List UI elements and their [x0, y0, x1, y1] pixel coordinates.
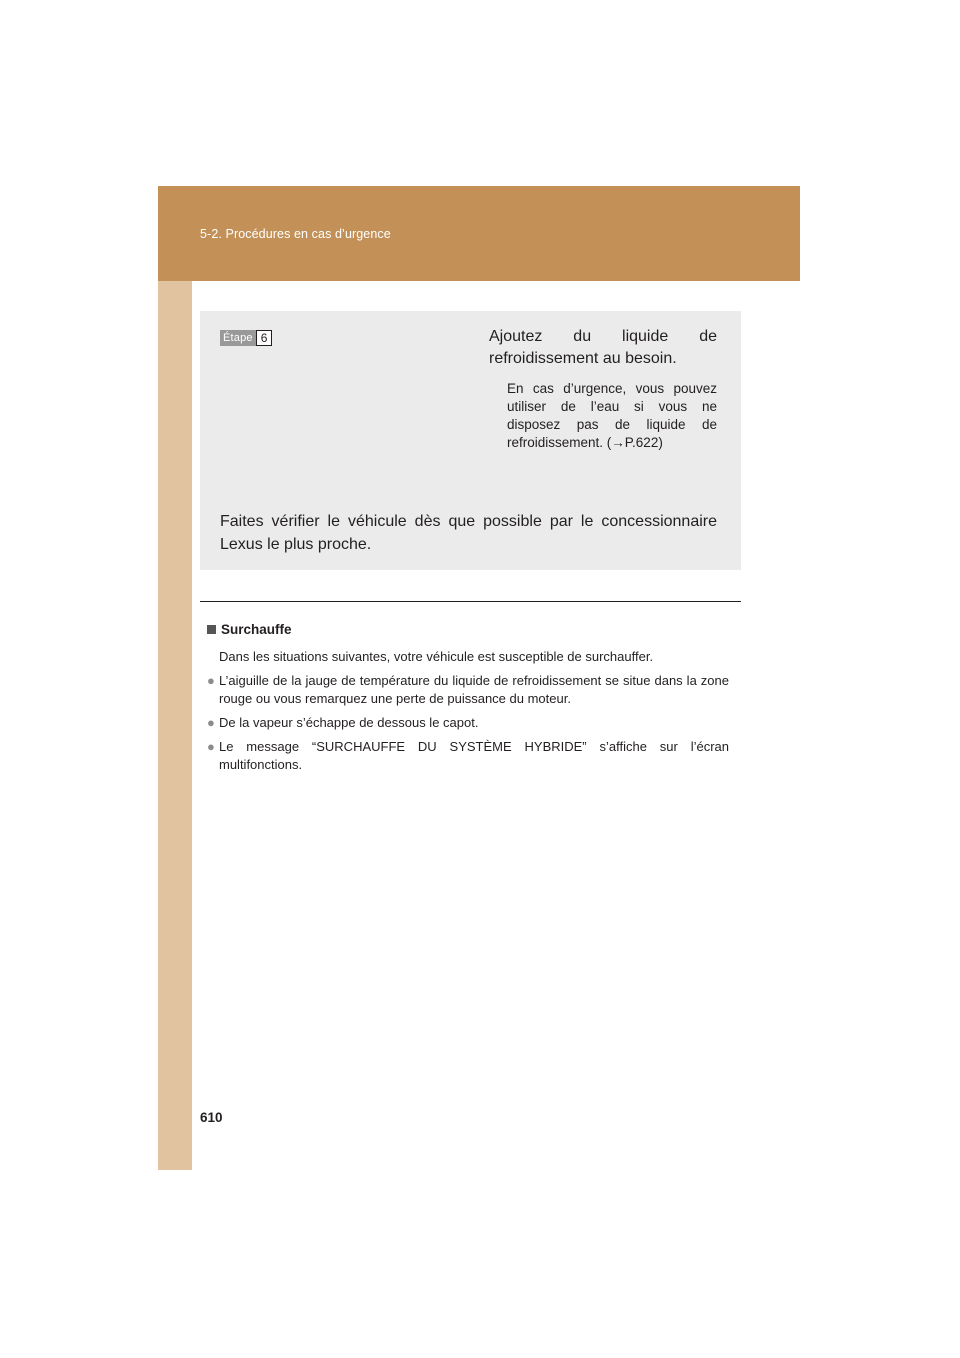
square-bullet-icon — [207, 625, 216, 634]
circle-bullet-icon: ● — [207, 715, 215, 730]
step-tag-number: 6 — [256, 330, 273, 346]
circle-bullet-icon: ● — [207, 739, 215, 754]
list-item-text: Le message “SURCHAUFFE DU SYSTÈME HYBRIDE” s’affiche sur l’écran multifonctions. — [219, 739, 729, 772]
section-intro: Dans les situations suivantes, votre véhicule est susceptible de surchauffer. — [219, 649, 654, 664]
list-item — [207, 738, 729, 774]
bullet-list — [207, 672, 729, 780]
step-footer-text: Faites vérifier le véhicule dès que possible par le concessionnaire Lexus le plus proche. — [220, 513, 717, 553]
page-number: 610 — [200, 1110, 223, 1125]
list-item — [207, 714, 729, 732]
section-divider — [200, 601, 741, 602]
section-heading-text: Surchauffe — [221, 622, 292, 637]
list-item-text: De la vapeur s’échappe de dessous le capot. — [219, 715, 479, 730]
step-instruction: Ajoutez du liquide de refroidissement au besoin. — [489, 328, 717, 367]
section-heading — [207, 622, 292, 637]
page-side-band — [158, 186, 192, 1170]
step-tag — [220, 330, 272, 346]
list-item-text: L’aiguille de la jauge de température du liquide de refroidissement se situe dans la zone rouge ou vous remarquez une perte de puissance du moteur. — [219, 673, 729, 706]
step-note: En cas d’urgence, vous pouvez utiliser de l’eau si vous ne disposez pas de liquide de refroidissement. (→P.622) — [507, 381, 717, 450]
list-item — [207, 672, 729, 708]
step-tag-label: Étape — [220, 330, 256, 346]
section-header-title: 5-2. Procédures en cas d’urgence — [200, 227, 391, 241]
circle-bullet-icon: ● — [207, 673, 215, 688]
